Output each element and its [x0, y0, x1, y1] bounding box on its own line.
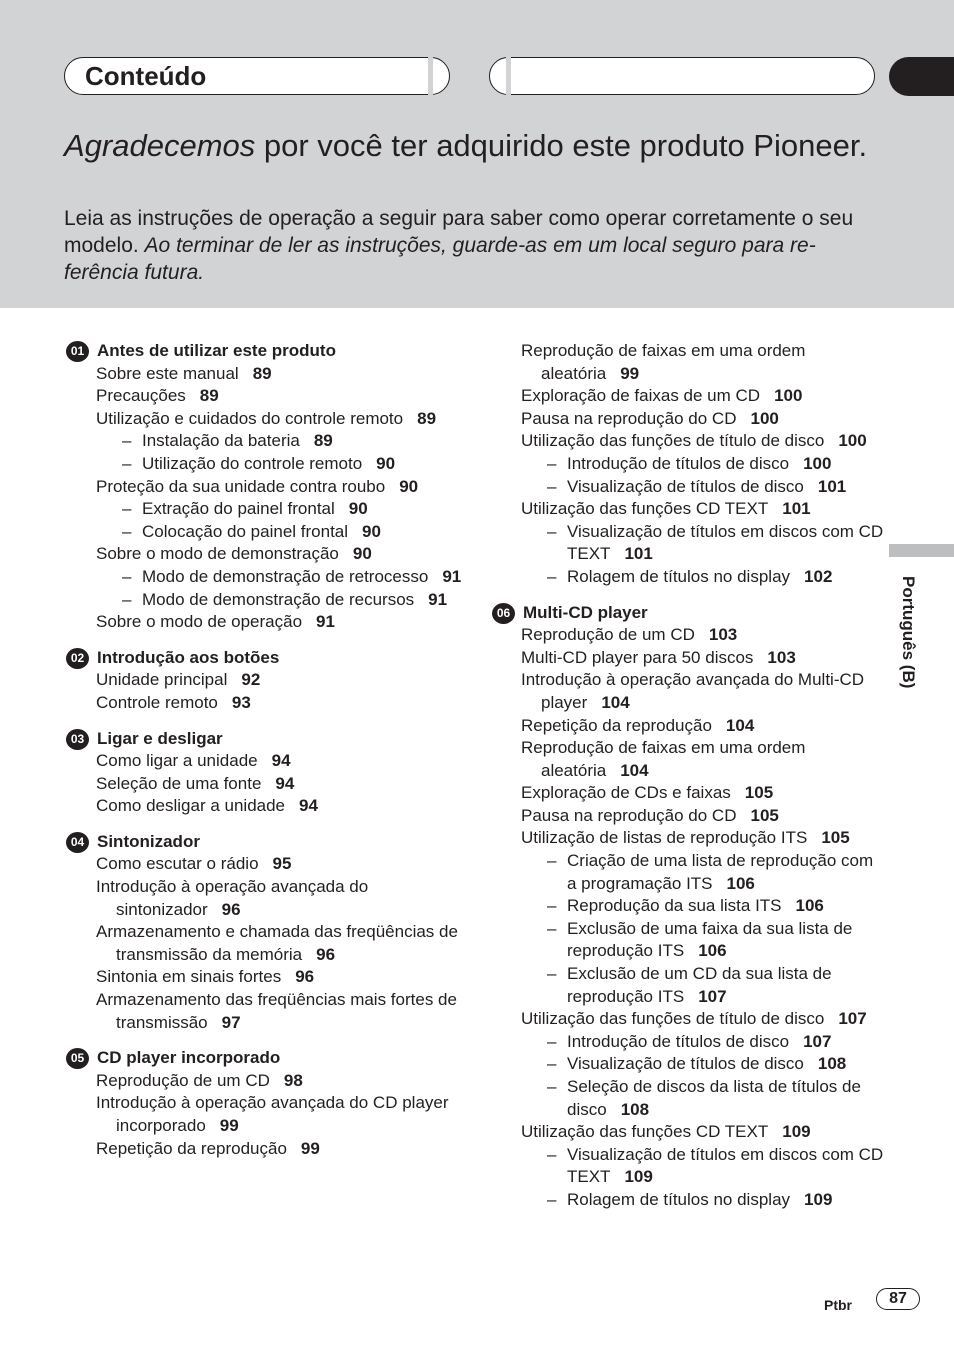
entry-text: Como desligar a unidade	[96, 796, 286, 816]
toc-entry	[490, 669, 885, 714]
entry-text: Utilização do controle remoto	[142, 453, 363, 473]
toc-section	[64, 1047, 464, 1160]
entry-text: Rolagem de títulos no display	[567, 1189, 791, 1209]
toc-subentry	[490, 963, 885, 1008]
entry-text: Visualização de títulos de disco	[567, 1054, 804, 1074]
entry-text: Visualização de títulos em discos com CD TEXT	[567, 1144, 884, 1187]
entry-text: Seleção de discos da lista de títulos de disco	[567, 1077, 861, 1119]
entry-text: Utilização das funções CD TEXT	[521, 1122, 769, 1142]
entry-text: Multi-CD player para 50 discos	[521, 647, 754, 667]
dash-bullet: –	[547, 1054, 557, 1074]
entry-page: 96	[221, 899, 241, 919]
toc-entry	[490, 715, 885, 738]
toc-entry	[490, 1121, 885, 1144]
section-heading	[490, 602, 885, 625]
toc-subentry	[490, 1144, 885, 1189]
section-number-badge: 01	[66, 341, 89, 362]
entry-text: Visualização de títulos de disco	[567, 476, 804, 496]
entry-page: 89	[417, 408, 437, 428]
toc-section-continued	[490, 340, 885, 589]
toc-subentry	[490, 521, 885, 566]
entry-text: Reprodução da sua lista ITS	[567, 896, 782, 916]
toc-entry	[64, 692, 464, 715]
entry-text: Armazenamento das freqüências mais fortes de transmissão	[96, 990, 457, 1032]
entry-page: 94	[299, 796, 318, 816]
entry-text: Modo de demonstração de recursos	[142, 589, 415, 609]
toc-entry	[64, 989, 464, 1034]
dash-bullet: –	[547, 1144, 557, 1164]
section-heading	[64, 1047, 464, 1070]
entry-page: 90	[376, 453, 396, 473]
entry-text: Introdução de títulos de disco	[567, 453, 790, 473]
section-title: Ligar e desligar	[97, 728, 223, 748]
toc-section	[64, 647, 464, 715]
section-title: Introdução aos botões	[97, 647, 280, 667]
section-number-badge: 06	[492, 603, 515, 624]
entry-page: 91	[428, 589, 448, 609]
entry-page: 96	[295, 967, 315, 987]
toc-entry	[64, 876, 464, 921]
entry-page: 103	[708, 625, 738, 645]
entry-text: Rolagem de títulos no display	[567, 566, 791, 586]
header-band	[0, 0, 954, 308]
toc-entry	[490, 624, 885, 647]
entry-page: 108	[817, 1054, 847, 1074]
entry-text: Modo de demonstração de retrocesso	[142, 566, 429, 586]
toc-entry	[64, 408, 464, 431]
entry-text: Utilização das funções de título de disco	[521, 431, 825, 451]
toc-subentry	[490, 1053, 885, 1076]
toc-entry	[490, 647, 885, 670]
toc-section	[64, 728, 464, 818]
toc-entry	[490, 498, 885, 521]
intro-title	[64, 128, 884, 163]
toc-entry	[490, 1008, 885, 1031]
toc-entry	[64, 795, 464, 818]
dash-bullet: –	[547, 476, 557, 496]
toc-subentry	[490, 1189, 885, 1212]
entry-page: 100	[838, 431, 867, 451]
toc-entry	[490, 408, 885, 431]
entry-page: 99	[620, 363, 640, 383]
toc-entry	[64, 773, 464, 796]
entry-page: 107	[698, 986, 727, 1006]
language-code: Ptbr	[824, 1297, 852, 1313]
toc-subentry	[490, 476, 885, 499]
dash-bullet: –	[547, 964, 557, 984]
toc-subentry	[490, 1031, 885, 1054]
entry-page: 95	[272, 854, 292, 874]
section-title: Sintonizador	[97, 831, 200, 851]
toc-subentry	[490, 850, 885, 895]
entry-page: 104	[601, 692, 630, 712]
entry-page: 106	[726, 873, 755, 893]
entry-page: 98	[283, 1070, 303, 1090]
entry-text: Exclusão de uma faixa da sua lista de reprodução ITS	[567, 918, 853, 961]
entry-text: Proteção da sua unidade contra roubo	[96, 476, 386, 496]
intro-title-rest: por você ter adquirido este produto Pioneer.	[255, 128, 868, 163]
toc-entry	[490, 805, 885, 828]
section-heading	[64, 831, 464, 854]
dash-bullet: –	[122, 521, 132, 541]
toc-entry	[490, 827, 885, 850]
entry-page: 96	[316, 944, 336, 964]
entry-page: 90	[399, 476, 419, 496]
entry-page: 93	[231, 692, 251, 712]
entry-page: 101	[624, 544, 653, 564]
entry-page: 92	[241, 670, 261, 690]
entry-page: 90	[348, 499, 368, 519]
dash-bullet: –	[122, 431, 132, 451]
dash-bullet: –	[122, 499, 132, 519]
entry-page: 107	[803, 1031, 832, 1051]
entry-text: Introdução de títulos de disco	[567, 1031, 790, 1051]
toc-subentry	[490, 453, 885, 476]
entry-page: 99	[219, 1116, 239, 1135]
dash-bullet: –	[547, 521, 557, 541]
entry-page: 106	[698, 941, 727, 961]
section-heading	[64, 340, 464, 363]
entry-page: 89	[313, 431, 333, 451]
entry-text: Repetição da reprodução	[96, 1138, 287, 1158]
language-side-label: Português (B)	[899, 576, 918, 689]
entry-page: 109	[804, 1189, 833, 1209]
dash-bullet: –	[547, 918, 557, 938]
entry-page: 97	[221, 1012, 241, 1032]
toc-entry	[64, 611, 464, 634]
contents-title: Conteúdo	[85, 61, 207, 91]
toc-entry	[490, 782, 885, 805]
toc-entry	[490, 737, 885, 782]
entry-text: Sobre este manual	[96, 363, 239, 383]
entry-text: Visualização de títulos em discos com CD TEXT	[567, 521, 884, 564]
entry-text: Extração do painel frontal	[142, 499, 335, 519]
toc-subentry	[64, 521, 464, 544]
entry-page: 109	[782, 1122, 811, 1142]
entry-page: 102	[804, 566, 833, 586]
toc-right-column	[490, 340, 885, 1225]
section-title: Multi-CD player	[523, 602, 648, 622]
entry-text: Reprodução de faixas em uma ordem aleatória	[521, 738, 806, 780]
section-number-badge: 05	[66, 1048, 89, 1069]
dash-bullet: –	[547, 566, 557, 586]
toc-entry	[64, 363, 464, 386]
entry-page: 99	[300, 1138, 320, 1158]
tab-notch	[506, 56, 511, 96]
entry-page: 106	[795, 896, 824, 916]
toc-entry	[64, 669, 464, 692]
toc-entry	[64, 1092, 464, 1137]
dash-bullet: –	[547, 1189, 557, 1209]
entry-page: 107	[838, 1009, 867, 1029]
entry-page: 94	[275, 773, 295, 793]
entry-text: Utilização de listas de reprodução ITS	[521, 828, 808, 848]
toc-entry	[64, 543, 464, 566]
entry-text: Exploração de CDs e faixas	[521, 783, 731, 803]
entry-text: Introdução à operação avançada do sintonizador	[96, 877, 369, 919]
entry-page: 100	[750, 408, 779, 428]
entry-text: Como ligar a unidade	[96, 751, 258, 771]
toc-section	[490, 602, 885, 1212]
entry-text: Sintonia em sinais fortes	[96, 967, 282, 987]
entry-page: 104	[725, 715, 755, 735]
dash-bullet: –	[547, 1077, 557, 1096]
toc-entry	[64, 921, 464, 966]
blank-tab	[489, 57, 875, 95]
entry-text: Utilização e cuidados do controle remoto	[96, 408, 404, 428]
entry-text: Instalação da bateria	[142, 431, 300, 451]
entry-page: 89	[252, 363, 272, 383]
entry-text: Utilização das funções CD TEXT	[521, 499, 769, 519]
dash-bullet: –	[122, 589, 132, 609]
entry-text: Pausa na reprodução do CD	[521, 805, 737, 825]
dash-bullet: –	[547, 1031, 557, 1051]
toc-subentry	[490, 566, 885, 589]
toc-subentry	[64, 566, 464, 589]
toc-subentry	[64, 430, 464, 453]
toc-entry	[64, 1070, 464, 1093]
section-number-badge: 02	[66, 648, 89, 669]
entry-text: Criação de uma lista de reprodução com a programação ITS	[567, 851, 874, 893]
entry-page: 109	[624, 1167, 653, 1187]
toc-subentry	[64, 589, 464, 612]
entry-text: Repetição da reprodução	[521, 715, 712, 735]
entry-page: 100	[803, 453, 832, 473]
entry-page: 91	[316, 612, 335, 632]
toc-subentry	[490, 895, 885, 918]
section-heading	[64, 647, 464, 670]
entry-page: 90	[362, 521, 381, 541]
entry-text: Introdução à operação avançada do Multi-CD player	[521, 670, 865, 712]
section-number-badge: 03	[66, 729, 89, 750]
intro-title-italic: Agradecemos	[64, 128, 256, 163]
section-number-badge: 04	[66, 832, 89, 853]
entry-text: Como escutar o rádio	[96, 854, 259, 874]
entry-page: 103	[767, 647, 796, 667]
section-title: CD player incorporado	[97, 1048, 281, 1068]
side-tab-strip	[889, 544, 954, 557]
dash-bullet: –	[547, 851, 557, 871]
intro-text	[64, 205, 884, 286]
toc-entry	[490, 430, 885, 453]
toc-entry	[64, 750, 464, 773]
toc-subentry	[490, 918, 885, 963]
entry-text: Sobre o modo de demonstração	[96, 544, 339, 564]
entry-page: 105	[821, 828, 850, 848]
entry-page: 105	[750, 805, 779, 825]
dash-bullet: –	[122, 566, 132, 586]
entry-text: Exclusão de um CD da sua lista de reprodução ITS	[567, 964, 832, 1006]
toc-entry	[490, 340, 885, 385]
section-heading	[64, 728, 464, 751]
dash-bullet: –	[122, 453, 132, 473]
entry-text: Exploração de faixas de um CD	[521, 386, 761, 406]
intro-text-plain: Leia as instruções de operação a seguir para saber como operar corretamente o seu modelo.	[64, 207, 854, 257]
contents-tab	[64, 57, 450, 95]
dash-bullet: –	[547, 896, 557, 916]
entry-text: Introdução à operação avançada do CD player incorporado	[96, 1093, 449, 1135]
toc-subentry	[64, 453, 464, 476]
entry-text: Colocação do painel frontal	[142, 521, 349, 541]
toc-entry	[64, 385, 464, 408]
page-number: 87	[876, 1288, 920, 1310]
entry-text: Unidade principal	[96, 670, 228, 690]
entry-page: 91	[442, 566, 462, 586]
intro-text-italic: Ao terminar de ler as instruções, guarde-as em um local seguro para re- ferência futura.	[64, 234, 816, 284]
entry-page: 108	[620, 1099, 650, 1119]
entry-page: 94	[271, 751, 291, 771]
tab-notch	[428, 56, 433, 96]
entry-page: 101	[817, 476, 847, 496]
entry-text: Armazenamento e chamada das freqüências de transmissão da memória	[96, 922, 458, 964]
toc-subentry	[64, 498, 464, 521]
entry-text: Seleção de uma fonte	[96, 773, 262, 793]
entry-text: Precauções	[96, 386, 186, 406]
section-marker-tab	[889, 57, 954, 96]
entry-page: 101	[782, 499, 811, 519]
entry-text: Reprodução de um CD	[521, 625, 695, 645]
entry-text: Pausa na reprodução do CD	[521, 408, 737, 428]
toc-section	[64, 831, 464, 1034]
toc-entry	[64, 1138, 464, 1161]
toc-left-column	[64, 340, 464, 1173]
entry-page: 100	[774, 386, 803, 406]
entry-text: Sobre o modo de operação	[96, 612, 303, 632]
entry-page: 90	[352, 544, 372, 564]
toc-entry	[64, 853, 464, 876]
entry-page: 105	[744, 783, 774, 803]
toc-entry	[490, 385, 885, 408]
toc-subentry	[490, 1076, 885, 1121]
entry-page: 104	[620, 760, 649, 780]
toc-section	[64, 340, 464, 634]
entry-text: Reprodução de faixas em uma ordem aleatória	[521, 341, 806, 383]
entry-text: Controle remoto	[96, 692, 218, 712]
entry-text: Reprodução de um CD	[96, 1070, 270, 1090]
entry-page: 89	[199, 386, 219, 406]
dash-bullet: –	[547, 453, 557, 473]
entry-text: Utilização das funções de título de disco	[521, 1009, 825, 1029]
toc-entry	[64, 476, 464, 499]
toc-entry	[64, 966, 464, 989]
section-title: Antes de utilizar este produto	[97, 341, 336, 360]
